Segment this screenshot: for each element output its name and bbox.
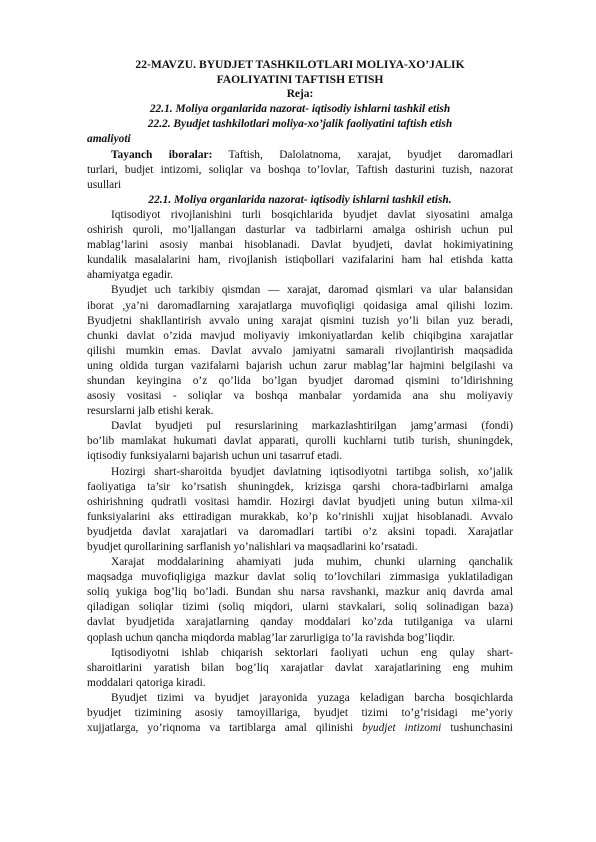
paragraph-line: Iqtisodiyotni ishlab chiqarish sektorlari faoliyati uchun eng qulay shart-: [111, 646, 513, 659]
paragraph-line: resurslarni jalb etishi kerak.: [87, 405, 214, 418]
body-paragraphs: [87, 208, 513, 691]
last-line-end: tushunchasini: [450, 722, 513, 735]
paragraph-line: shundan keyingina o’z qo’lida bo’lgan byudjet daromad qismini to’ldirishning: [87, 374, 513, 387]
keywords-text: Taftish, Dalolatnoma, xarajat, byudjet daromadlari: [228, 148, 513, 161]
keywords-line-3: usullari: [87, 178, 122, 191]
paragraph-line: Xarajat moddalarining ahamiyati juda muhim, chunki ularning qanchalik: [111, 556, 513, 569]
last-paragraph-line-1: Byudjet tizimi va byudjet jarayonida yuzaga keladigan barcha bosqichlarda: [111, 691, 513, 704]
plan-item-2-line-1: 22.2. Byudjet tashkilotlari moliya-xo’jalik faoliyatini taftish etish: [147, 118, 453, 131]
paragraph-line: davlat byudjetida xarajatlarning qanday moddalari ko’zda tutilganiga va ularni: [87, 616, 513, 629]
paragraph-line: Byudjetni shakllantirish avvalo uning xarajat qismini tuzish yo’li bilan yuz beradi,: [87, 314, 513, 327]
paragraph-line: funksiyalarini aks ettiradigan murakkab, ko’p ko’rinishli xujjat hisoblanadi. Avvalo: [87, 510, 513, 523]
paragraph-line: sharoitlarini yaratish bilan bog’liq xarajatlar davlat xarajatlarining eng muhim: [87, 661, 513, 674]
paragraph-line: chunki davlat o’zida mavjud moliyaviy imkoniyatlardan kelib chiqibgina xarajatlar: [87, 329, 513, 342]
paragraph-line: asosiy vositasi - soliqlar va boshqa manbalar yordamida ana shu moliyaviy: [87, 390, 513, 403]
paragraph-line: ahamiyatga egadir.: [87, 269, 174, 282]
plan-item-1: 22.1. Moliya organlarida nazorat- iqtisodiy ishlarni tashkil etish: [149, 103, 451, 116]
last-line-start: xujjatlarga, yo’riqnoma va tartiblarga amal qilinishi: [87, 722, 354, 735]
paragraph-line: Iqtisodiyot rivojlanishini turli bosqichlarida byudjet davlat siyosatini amalga: [111, 208, 513, 221]
paragraph-line: qiladigan soliqlar tizimi (soliq miqdori, ularni stavkalari, soliq solinadigan baza): [87, 601, 513, 614]
budget-discipline-term: byudjet intizomi: [362, 722, 442, 735]
paragraph-line: uning oldida turgan vazifalarni bajarish uchun zarur mablag’lar hajmini belgilashi va: [87, 359, 513, 372]
paragraph-line: Byudjet uch tarkibiy qismdan — xarajat, daromad qismlari va ular balansidan: [111, 284, 513, 297]
paragraph-line: Davlat byudjeti pul resurslarining markazlashtirilgan jamg’armasi (fondi): [111, 420, 513, 433]
paragraph-line: faoliyatiga ta’sir ko’rsatish shuningdek, krizisga qarshi chora-tadbirlarni amalga: [87, 480, 513, 493]
paragraph-line: moddalari qatoriga kiradi.: [87, 676, 206, 689]
paragraph-line: byudjet qurollarining sarflanish yo’nalishlari va maqsadlarini ko’rsatadi.: [87, 541, 418, 553]
paragraph-line: qilishi mumkin emas. Davlat avvalo jamiyatni samarali rivojlantirish maqsadida: [87, 344, 513, 357]
title-line-1: 22-MAVZU. BYUDJET TASHKILOTLARI MOLIYA-XO’JALIK: [135, 58, 465, 71]
plan-item-2-line-2: amaliyoti: [87, 133, 131, 146]
paragraph-line: maqsadga muvofiqligiga mazkur davlat soliq to’lovchilari zimmasiga yuklatiladigan: [87, 571, 513, 584]
paragraph-line: byudjetda davlat xarajatlari va daromadlari tartibi o’z aksini topadi. Xarajatlar: [87, 525, 513, 538]
plan-heading: Reja:: [286, 88, 314, 101]
section-heading: 22.1. Moliya organlarida nazorat- iqtisodiy ishlarni tashkil etish.: [148, 193, 452, 206]
paragraph-line: soliq yukiga bog’liq bo’ladi. Bundan shu narsa ravshanki, mazkur aniq davrda amal: [87, 586, 513, 599]
keywords-line-2: turlari, budjet intizomi, soliqlar va boshqa to’lovlar, Taftish dasturini tuzish, nazorat: [87, 163, 513, 176]
last-paragraph-line-3: [87, 721, 513, 736]
paragraph-line: bo’lib mamlakat hukumati davlat apparati, qurolli kuchlarni tutib turish, shuningdek,: [87, 435, 513, 448]
paragraph-line: Hozirgi shart-sharoitda byudjet davlatning iqtisodiyotni tartibga solish, xo’jalik: [111, 465, 513, 478]
keywords-line-1: [87, 148, 513, 163]
paragraph-line: iqtisodiy funksiyalarni bajarish uchun uni tasarruf etadi.: [87, 450, 343, 463]
last-paragraph-line-2: byudjet tizimining asosiy tamoyillariga, byudjet tizimi to’g’risidagi me’yoriy: [87, 707, 513, 720]
paragraph-line: qoplash uchun qancha miqdorda mablag’lar zarurligiga to’la ravishda bog’liqdir.: [87, 631, 455, 644]
paragraph-line: mablag’larini asosiy manbai hisoblanadi. Davlat byudjeti, davlat hokimiyatining: [87, 239, 513, 252]
keywords-label: Tayanch iboralar:: [111, 148, 213, 161]
document-content: [87, 57, 513, 736]
paragraph-line: oshirish quroli, mo’ljallangan dasturlar va tadbirlarni amalga oshirish uchun pul: [87, 224, 513, 237]
paragraph-line: oshirishning qudratli vositasi hamdir. Hozirgi davlat byudjeti uning butun xilma-xil: [87, 495, 513, 508]
paragraph-line: iborat ,ya’ni daromadlarning xarajatlarga muvofiqligi qoidasiga amal qilishi lozim.: [87, 299, 513, 312]
paragraph-line: kundalik masalalarini ham, rivojlanish istiqbollari vazifalarini ham hal etishda katta: [87, 254, 513, 267]
title-line-2: FAOLIYATINI TAFTISH ETISH: [216, 73, 384, 87]
